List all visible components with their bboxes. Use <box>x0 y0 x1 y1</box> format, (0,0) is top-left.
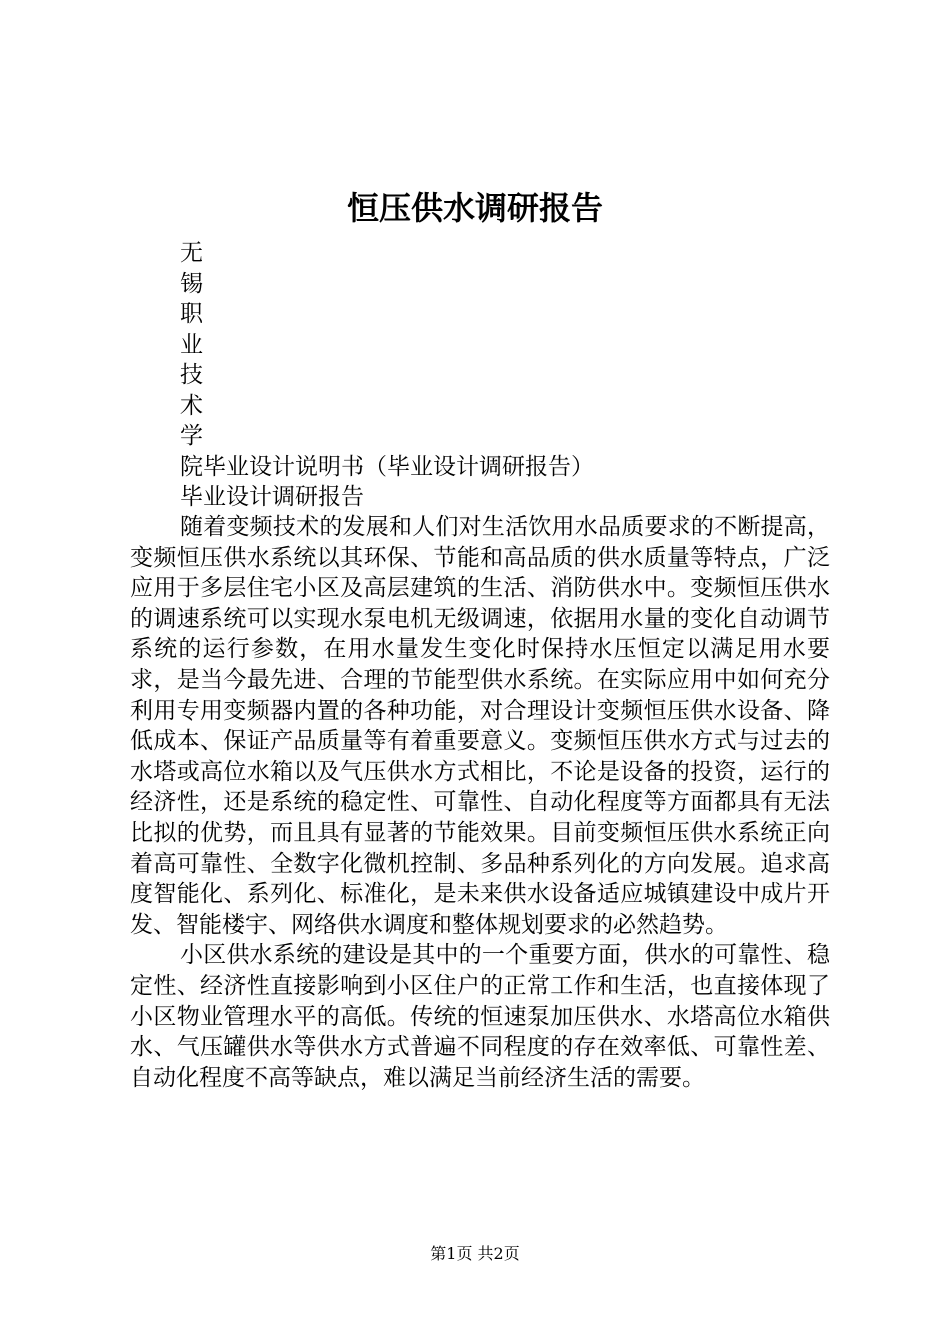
vertical-char: 业 <box>180 331 203 358</box>
document-body <box>130 512 830 1093</box>
vertical-char: 无 <box>180 240 203 266</box>
paragraph: 随着变频技术的发展和人们对生活饮用水品质要求的不断提高，变频恒压供水系统以其环保、节能和高品质的供水质量等特点，广泛应用于多层住宅小区及高层建筑的生活、消防供水中。变频恒压供水的调速系统可以实现水泵电机无级调速，依据用水量的变化自动调节系统的运行参数，在用水量发生变化时保持水压恒定以满足用水要求，是当今最先进、合理的节能型供水系统。在实际应用中如何充分利用专用变频器内置的各种功能，对合理设计变频恒压供水设备、降低成本、保证产品质量等有着重要意义。变频恒压供水方式与过去的水塔或高位水箱以及气压供水方式相比，不论是设备的投资，运行的经济性，还是系统的稳定性、可靠性、自动化程度等方面都具有无法比拟的优势，而且具有显著的节能效果。目前变频恒压供水系统正向着高可靠性、全数字化微机控制、多品种系列化的方向发展。追求高度智能化、系列化、标准化，是未来供水设备适应城镇建设中成片开发、智能楼宇、网络供水调度和整体规划要求的必然趋势。 <box>130 514 830 938</box>
vertical-char: 学 <box>180 423 203 449</box>
page-footer: 第1页 共2页 <box>430 1244 520 1263</box>
vertical-heading-block <box>180 238 594 513</box>
sub-heading: 毕业设计调研报告 <box>180 484 364 510</box>
vertical-char: 职 <box>180 301 203 327</box>
document-title: 恒压供水调研报告 <box>346 189 603 227</box>
vertical-char: 术 <box>180 392 203 419</box>
vertical-char: 技 <box>180 362 203 388</box>
paragraph: 小区供水系统的建设是其中的一个重要方面，供水的可靠性、稳定性、经济性直接影响到小区住户的正常工作和生活，也直接体现了小区物业管理水平的高低。传统的恒速泵加压供水、水塔高位水箱供水、气压罐供水等供水方式普遍不同程度的存在效率低、可靠性差、自动化程度不高等缺点，难以满足当前经济生活的需要。 <box>130 942 830 1091</box>
heading-line: 院毕业设计说明书（毕业设计调研报告） <box>180 453 594 480</box>
vertical-char: 锡 <box>180 270 203 297</box>
